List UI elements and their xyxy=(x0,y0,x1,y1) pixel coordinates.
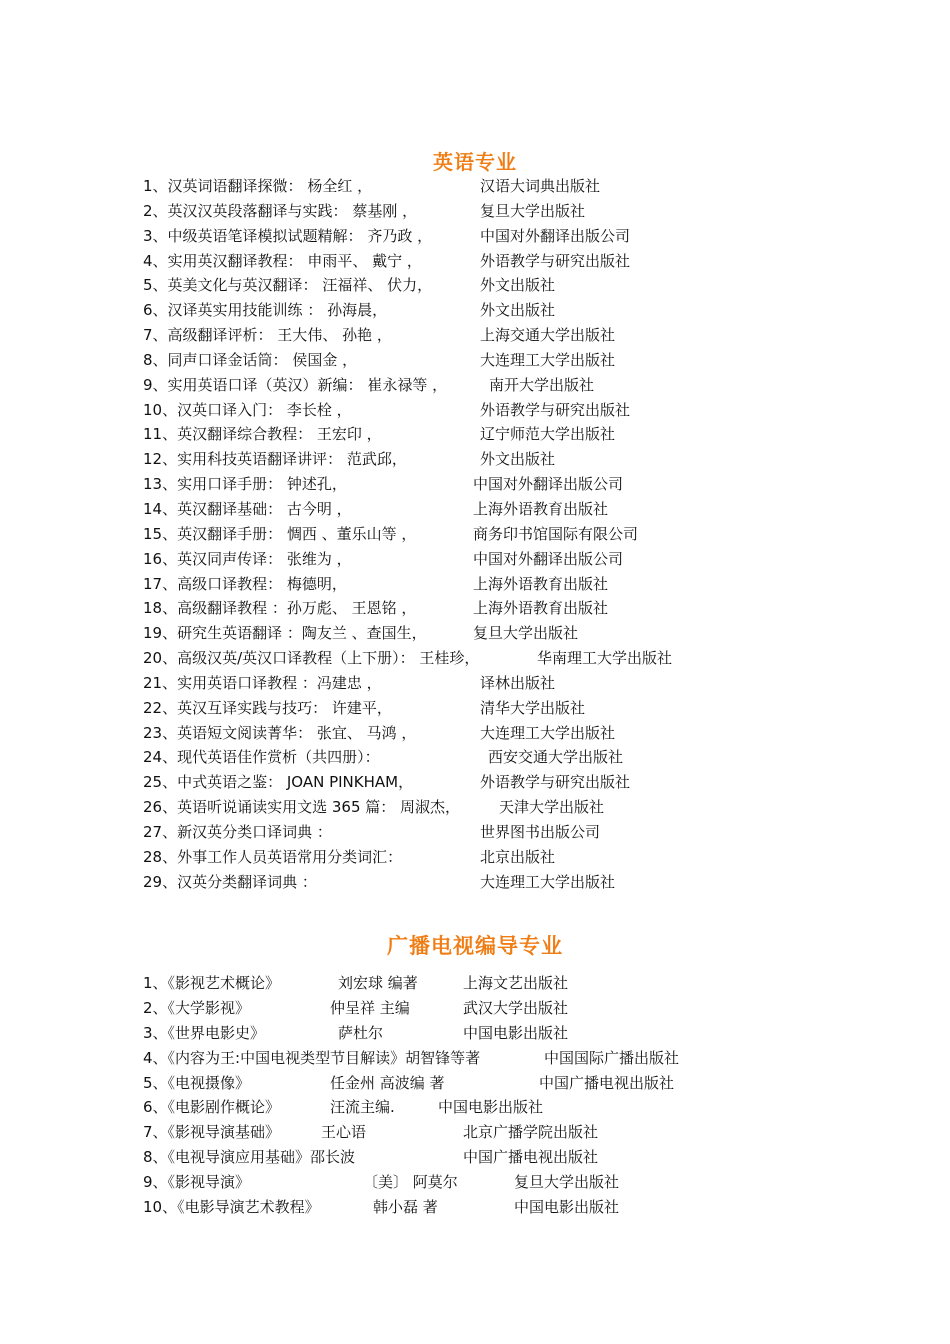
book-title-entry: 16、英汉同声传译： 张维为 ， xyxy=(143,549,352,568)
book-publisher: 商务印书馆国际有限公司 xyxy=(473,524,639,543)
book-publisher: 天津大学出版社 xyxy=(499,798,605,817)
book-title-entry: 24、现代英语佳作赏析（共四册）： xyxy=(143,748,380,767)
section-title-english: 英语专业 xyxy=(433,150,517,174)
book-publisher: 中国国际广播出版社 xyxy=(544,1048,680,1067)
book-publisher: 北京广播学院出版社 xyxy=(463,1123,599,1142)
book-title-entry: 4、实用英汉翻译教程： 申雨平、 戴宁 ， xyxy=(143,251,422,270)
book-title-entry: 19、研究生英语翻译 ：陶友兰 、查国生， xyxy=(143,624,427,643)
book-title-entry: 5、英美文化与英汉翻译： 汪福祥、 伏力， xyxy=(143,276,433,295)
book-title-entry: 8、《电视导演应用基础》邵长波 xyxy=(143,1148,356,1167)
book-title-entry: 11、英汉翻译综合教程： 王宏印 ， xyxy=(143,425,382,444)
book-title-entry: 14、英汉翻译基础： 古今明 ， xyxy=(143,499,352,518)
book-publisher: 中国广播电视出版社 xyxy=(463,1148,599,1167)
book-publisher: 南开大学出版社 xyxy=(489,375,595,394)
book-title-entry: 9、实用英语口译（英汉）新编： 崔永禄等 ， xyxy=(143,375,448,394)
book-author: 王心语 xyxy=(321,1123,367,1142)
book-publisher: 北京出版社 xyxy=(480,847,556,866)
book-publisher: 大连理工大学出版社 xyxy=(480,350,616,369)
book-publisher: 西安交通大学出版社 xyxy=(488,748,624,767)
book-author: 萨杜尔 xyxy=(338,1023,384,1042)
book-publisher: 复旦大学出版社 xyxy=(514,1173,620,1192)
book-publisher: 外文出版社 xyxy=(480,276,556,295)
book-publisher: 大连理工大学出版社 xyxy=(480,872,616,891)
book-author: 〔美〕 阿莫尔 xyxy=(363,1173,458,1192)
book-title-entry: 5、《电视摄像》 xyxy=(143,1073,251,1092)
book-title-entry: 22、英汉互译实践与技巧： 许建平， xyxy=(143,698,392,717)
book-publisher: 外文出版社 xyxy=(480,301,556,320)
book-author: 刘宏球 编著 xyxy=(338,974,418,992)
book-title-entry: 20、高级汉英/英汉口译教程（上下册）： 王桂珍， xyxy=(143,649,480,668)
book-publisher: 中国电影出版社 xyxy=(438,1098,544,1117)
book-title-entry: 10、汉英口译入门： 李长栓 ， xyxy=(143,400,352,419)
book-publisher: 汉语大词典出版社 xyxy=(480,177,601,195)
book-title-entry: 25、中式英语之鉴： JOAN PINKHAM， xyxy=(143,773,414,792)
book-title-entry: 6、汉译英实用技能训练 ： 孙海晨， xyxy=(143,301,388,320)
book-publisher: 上海外语教育出版社 xyxy=(473,499,609,518)
book-publisher: 外语教学与研究出版社 xyxy=(480,400,631,419)
book-title-entry: 29、汉英分类翻译词典 ： xyxy=(143,872,317,891)
book-author: 任金州 高波编 著 xyxy=(330,1073,445,1092)
book-title-entry: 7、《影视导演基础》 xyxy=(143,1123,281,1142)
book-title-entry: 4、《内容为王:中国电视类型节目解读》胡智锋等著 xyxy=(143,1048,481,1067)
book-publisher: 中国对外翻译出版公司 xyxy=(480,226,631,245)
book-title-entry: 2、英汉汉英段落翻译与实践： 蔡基刚 ， xyxy=(143,201,418,220)
book-title-entry: 3、中级英语笔译模拟试题精解： 齐乃政 ， xyxy=(143,226,433,245)
book-publisher: 上海外语教育出版社 xyxy=(473,574,609,593)
book-author: 仲呈祥 主编 xyxy=(330,998,410,1017)
book-publisher: 华南理工大学出版社 xyxy=(537,649,673,668)
section-title-broadcast: 广播电视编导专业 xyxy=(387,934,563,958)
book-title-entry: 9、《影视导演》 xyxy=(143,1173,251,1192)
book-title-entry: 3、《世界电影史》 xyxy=(143,1023,266,1042)
book-publisher: 武汉大学出版社 xyxy=(463,998,569,1017)
book-publisher: 清华大学出版社 xyxy=(480,698,586,717)
book-author: 汪流主编. xyxy=(330,1098,395,1117)
book-title-entry: 6、《电影剧作概论》 xyxy=(143,1098,281,1117)
book-title-entry: 10、《电影导演艺术教程》 xyxy=(143,1198,320,1217)
book-publisher: 复旦大学出版社 xyxy=(480,201,586,220)
book-title-entry: 17、高级口译教程： 梅德明， xyxy=(143,574,347,593)
book-publisher: 中国电影出版社 xyxy=(514,1198,620,1217)
book-title-entry: 2、《大学影视》 xyxy=(143,998,251,1017)
book-publisher: 辽宁师范大学出版社 xyxy=(480,425,616,444)
book-publisher: 复旦大学出版社 xyxy=(473,624,579,643)
book-publisher: 世界图书出版公司 xyxy=(480,822,601,841)
book-publisher: 上海交通大学出版社 xyxy=(480,326,616,345)
book-title-entry: 1、《影视艺术概论》 xyxy=(143,974,281,992)
book-author: 韩小磊 著 xyxy=(373,1198,438,1217)
book-title-entry: 23、英语短文阅读菁华： 张宜、 马鸿 ， xyxy=(143,723,417,742)
book-publisher: 中国对外翻译出版公司 xyxy=(473,475,624,494)
book-publisher: 大连理工大学出版社 xyxy=(480,723,616,742)
book-title-entry: 7、高级翻译评析： 王大伟、 孙艳 ， xyxy=(143,326,392,345)
book-publisher: 中国广播电视出版社 xyxy=(539,1073,675,1092)
book-publisher: 外语教学与研究出版社 xyxy=(480,251,631,270)
book-publisher: 外语教学与研究出版社 xyxy=(480,773,631,792)
book-title-entry: 12、实用科技英语翻译讲评： 范武邱， xyxy=(143,450,407,469)
book-title-entry: 13、实用口译手册： 钟述孔， xyxy=(143,475,347,494)
book-title-entry: 27、新汉英分类口译词典 ： xyxy=(143,822,332,841)
book-title-entry: 15、英汉翻译手册： 惆西 、董乐山等 ， xyxy=(143,524,417,543)
book-publisher: 上海文艺出版社 xyxy=(463,974,569,992)
book-title-entry: 21、实用英语口译教程 ：冯建忠 ， xyxy=(143,673,382,692)
book-publisher: 外文出版社 xyxy=(480,450,556,469)
book-publisher: 中国电影出版社 xyxy=(463,1023,569,1042)
book-publisher: 上海外语教育出版社 xyxy=(473,599,609,618)
book-title-entry: 1、汉英词语翻译探微： 杨全红 ， xyxy=(143,177,373,195)
book-title-entry: 26、英语听说诵读实用文选 365 篇： 周淑杰， xyxy=(143,798,461,817)
book-publisher: 译林出版社 xyxy=(480,673,556,692)
book-title-entry: 28、外事工作人员英语常用分类词汇： xyxy=(143,847,403,866)
book-publisher: 中国对外翻译出版公司 xyxy=(473,549,624,568)
book-title-entry: 8、同声口译金话筒： 侯国金 ， xyxy=(143,350,358,369)
book-title-entry: 18、高级翻译教程 ：孙万彪、 王恩铭 ， xyxy=(143,599,417,618)
